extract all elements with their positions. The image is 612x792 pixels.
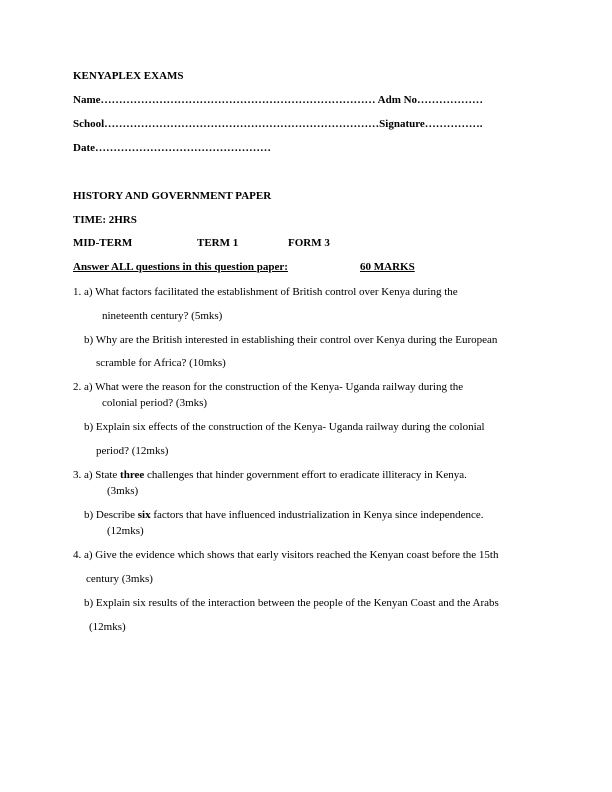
exam-form: FORM 3 xyxy=(288,237,330,249)
date-field: Date………………………………………… xyxy=(73,142,271,154)
question-3b xyxy=(84,509,484,522)
instruction: Answer ALL questions in this question paper: xyxy=(73,261,288,273)
question-1a: 1. a) What factors facilitated the establishment of British control over Kenya during the xyxy=(73,286,458,298)
question-2a: 2. a) What were the reason for the construction of the Kenya- Uganda railway during the xyxy=(73,381,464,393)
total-marks: 60 MARKS xyxy=(360,261,415,273)
question-4b: b) Explain six results of the interaction between the people of the Kenyan Coast and the Arabs xyxy=(84,597,499,609)
school-signature-field: School…………………………………………………………………Signature……………. xyxy=(73,118,483,130)
q3b-pre: b) Describe xyxy=(84,509,138,521)
exam-type: MID-TERM xyxy=(73,237,133,249)
paper-time: TIME: 2HRS xyxy=(73,214,137,226)
q3a-pre: 3. a) State xyxy=(73,469,121,481)
question-2b: b) Explain six effects of the construction of the Kenya- Uganda railway during the colonial xyxy=(84,421,485,433)
question-1b-cont: scramble for Africa? (10mks) xyxy=(96,357,226,369)
question-4b-cont: (12mks) xyxy=(89,621,126,633)
q3b-post: factors that have influenced industrialization in Kenya since independence. xyxy=(150,509,484,521)
question-3a xyxy=(73,469,467,482)
question-2a-cont: colonial period? (3mks) xyxy=(102,397,208,409)
exam-term: TERM 1 xyxy=(197,237,239,249)
question-4a: 4. a) Give the evidence which shows that early visitors reached the Kenyan coast before the 15th xyxy=(73,549,499,561)
q3b-bold: six xyxy=(137,509,151,521)
school-name: KENYAPLEX EXAMS xyxy=(73,70,184,82)
question-2b-cont: period? (12mks) xyxy=(96,445,169,457)
question-4a-cont: century (3mks) xyxy=(86,573,153,585)
question-3b-cont: (12mks) xyxy=(107,525,144,537)
name-adm-field: Name………………………………………………………………… Adm No……………… xyxy=(73,94,484,106)
question-1b: b) Why are the British interested in establishing their control over Kenya during the European xyxy=(84,334,498,346)
paper-title: HISTORY AND GOVERNMENT PAPER xyxy=(73,190,272,202)
q3a-bold: three xyxy=(120,469,145,481)
question-3a-cont: (3mks) xyxy=(107,485,139,497)
q3a-post: challenges that hinder government effort to eradicate illiteracy in Kenya. xyxy=(144,469,467,481)
question-1a-cont: nineteenth century? (5mks) xyxy=(102,310,223,322)
